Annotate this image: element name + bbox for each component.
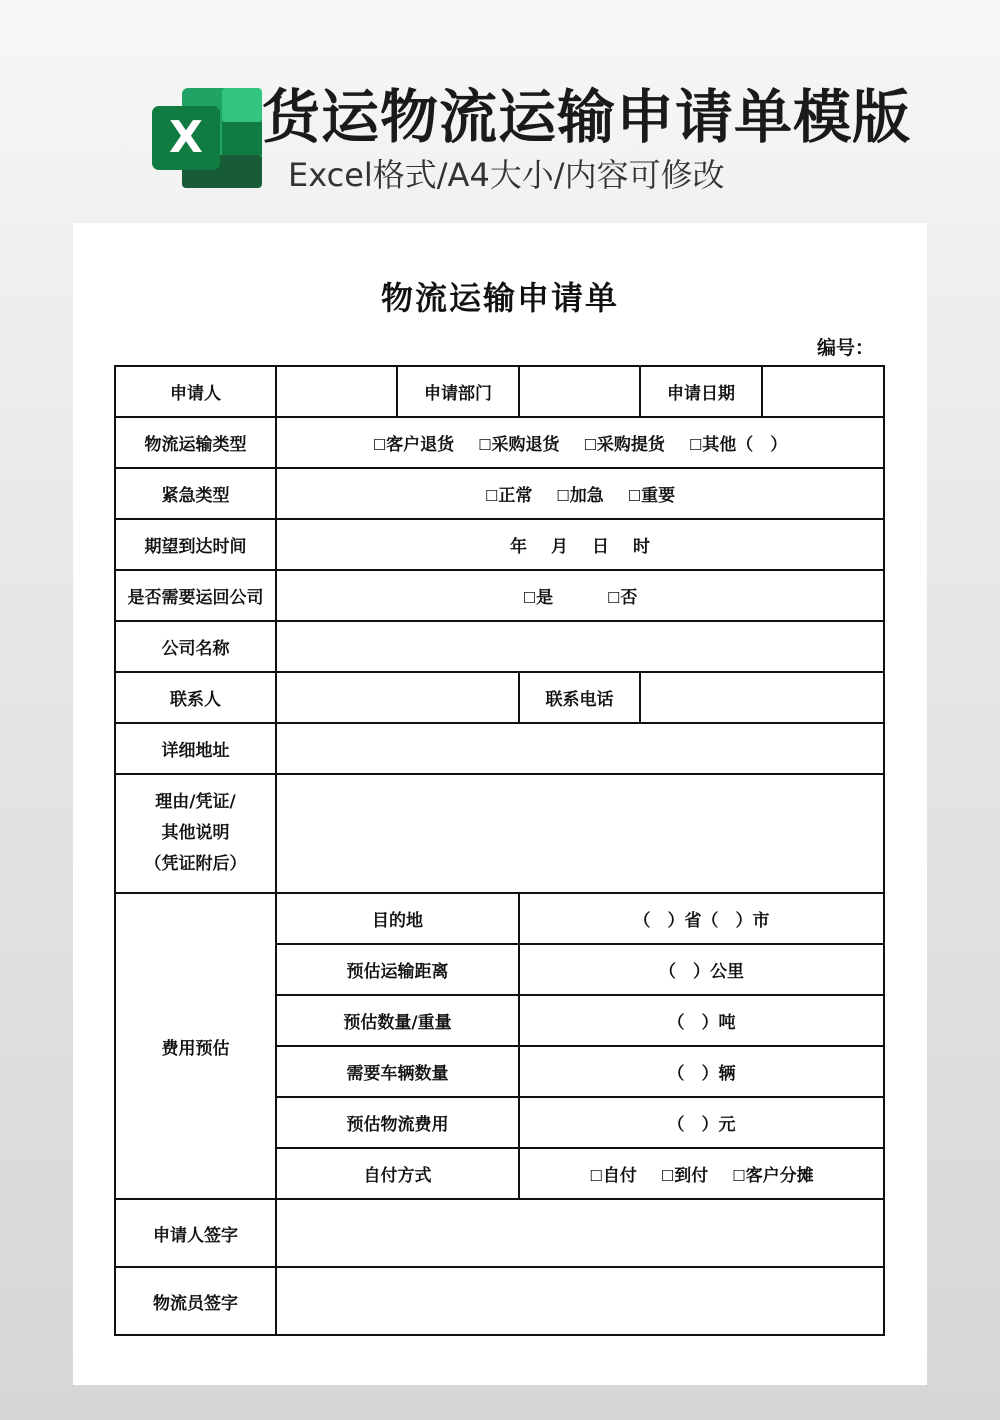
applicant-signature-label: 申请人签字 [115, 1199, 276, 1267]
application-form-table [114, 365, 885, 1336]
checkbox-option[interactable]: ☐采购提货 [583, 435, 665, 455]
checkbox-option[interactable]: ☐客户分摊 [732, 1166, 814, 1186]
table-row [115, 621, 884, 672]
expected-arrival-label: 期望到达时间 [115, 519, 276, 570]
table-row [115, 893, 884, 944]
checkbox-option[interactable]: ☐客户退货 [372, 435, 455, 455]
reason-field[interactable] [276, 774, 884, 893]
return-to-company-options [276, 570, 884, 621]
urgency-label: 紧急类型 [115, 468, 276, 519]
logistics-cost-field[interactable]: （ ）元 [519, 1097, 884, 1148]
payment-method-label: 自付方式 [276, 1148, 519, 1199]
table-row [115, 774, 884, 893]
destination-field[interactable]: （ ）省（ ）市 [519, 893, 884, 944]
distance-field[interactable]: （ ）公里 [519, 944, 884, 995]
transport-type-options [276, 417, 884, 468]
address-label: 详细地址 [115, 723, 276, 774]
date-label: 申请日期 [640, 366, 762, 417]
applicant-field[interactable] [276, 366, 397, 417]
excel-logo-letter: X [169, 112, 203, 163]
reason-label: 理由/凭证/ 其他说明 （凭证附后） [115, 774, 276, 893]
weight-field[interactable]: （ ）吨 [519, 995, 884, 1046]
checkbox-option[interactable]: ☐加急 [556, 486, 604, 506]
table-row [115, 468, 884, 519]
return-to-company-label: 是否需要运回公司 [115, 570, 276, 621]
applicant-label: 申请人 [115, 366, 276, 417]
checkbox-option[interactable]: ☐重要 [627, 486, 676, 506]
urgency-options [276, 468, 884, 519]
table-row [115, 1267, 884, 1335]
checkbox-option[interactable]: ☐采购退货 [478, 435, 560, 455]
company-name-label: 公司名称 [115, 621, 276, 672]
department-label: 申请部门 [397, 366, 519, 417]
payment-method-options [519, 1148, 884, 1199]
contact-label: 联系人 [115, 672, 276, 723]
checkbox-option[interactable]: ☐正常 [484, 486, 533, 506]
expected-arrival-field[interactable]: 年 月 日 时 [276, 519, 884, 570]
cost-estimate-label: 费用预估 [115, 893, 276, 1199]
checkbox-option[interactable]: ☐其他（ ） [688, 435, 788, 455]
banner-subtitle: Excel格式/A4大小/内容可修改 [288, 156, 725, 194]
company-name-field[interactable] [276, 621, 884, 672]
checkbox-option[interactable]: ☐到付 [660, 1166, 709, 1186]
transport-type-label: 物流运输类型 [115, 417, 276, 468]
applicant-signature-field[interactable] [276, 1199, 884, 1267]
distance-label: 预估运输距离 [276, 944, 519, 995]
checkbox-option[interactable]: ☐是 [522, 588, 554, 608]
logistics-cost-label: 预估物流费用 [276, 1097, 519, 1148]
phone-label: 联系电话 [519, 672, 640, 723]
contact-field[interactable] [276, 672, 519, 723]
document-title: 物流运输申请单 [380, 279, 619, 317]
document-sheet [73, 223, 927, 1385]
excel-icon [152, 86, 264, 190]
table-row [115, 519, 884, 570]
banner-title: 货运物流运输申请单模版 [262, 83, 912, 151]
vehicle-count-label: 需要车辆数量 [276, 1046, 519, 1097]
vehicle-count-field[interactable]: （ ）辆 [519, 1046, 884, 1097]
date-field[interactable] [762, 366, 884, 417]
table-row [115, 1199, 884, 1267]
serial-number-label: 编号： [816, 337, 874, 359]
checkbox-option[interactable]: ☐自付 [589, 1166, 637, 1186]
logistics-signature-field[interactable] [276, 1267, 884, 1335]
address-field[interactable] [276, 723, 884, 774]
table-row [115, 672, 884, 723]
table-row [115, 723, 884, 774]
checkbox-option[interactable]: ☐否 [606, 588, 638, 608]
department-field[interactable] [519, 366, 640, 417]
destination-label: 目的地 [276, 893, 519, 944]
table-row [115, 366, 884, 417]
phone-field[interactable] [640, 672, 884, 723]
table-row [115, 417, 884, 468]
weight-label: 预估数量/重量 [276, 995, 519, 1046]
logistics-signature-label: 物流员签字 [115, 1267, 276, 1335]
table-row [115, 570, 884, 621]
